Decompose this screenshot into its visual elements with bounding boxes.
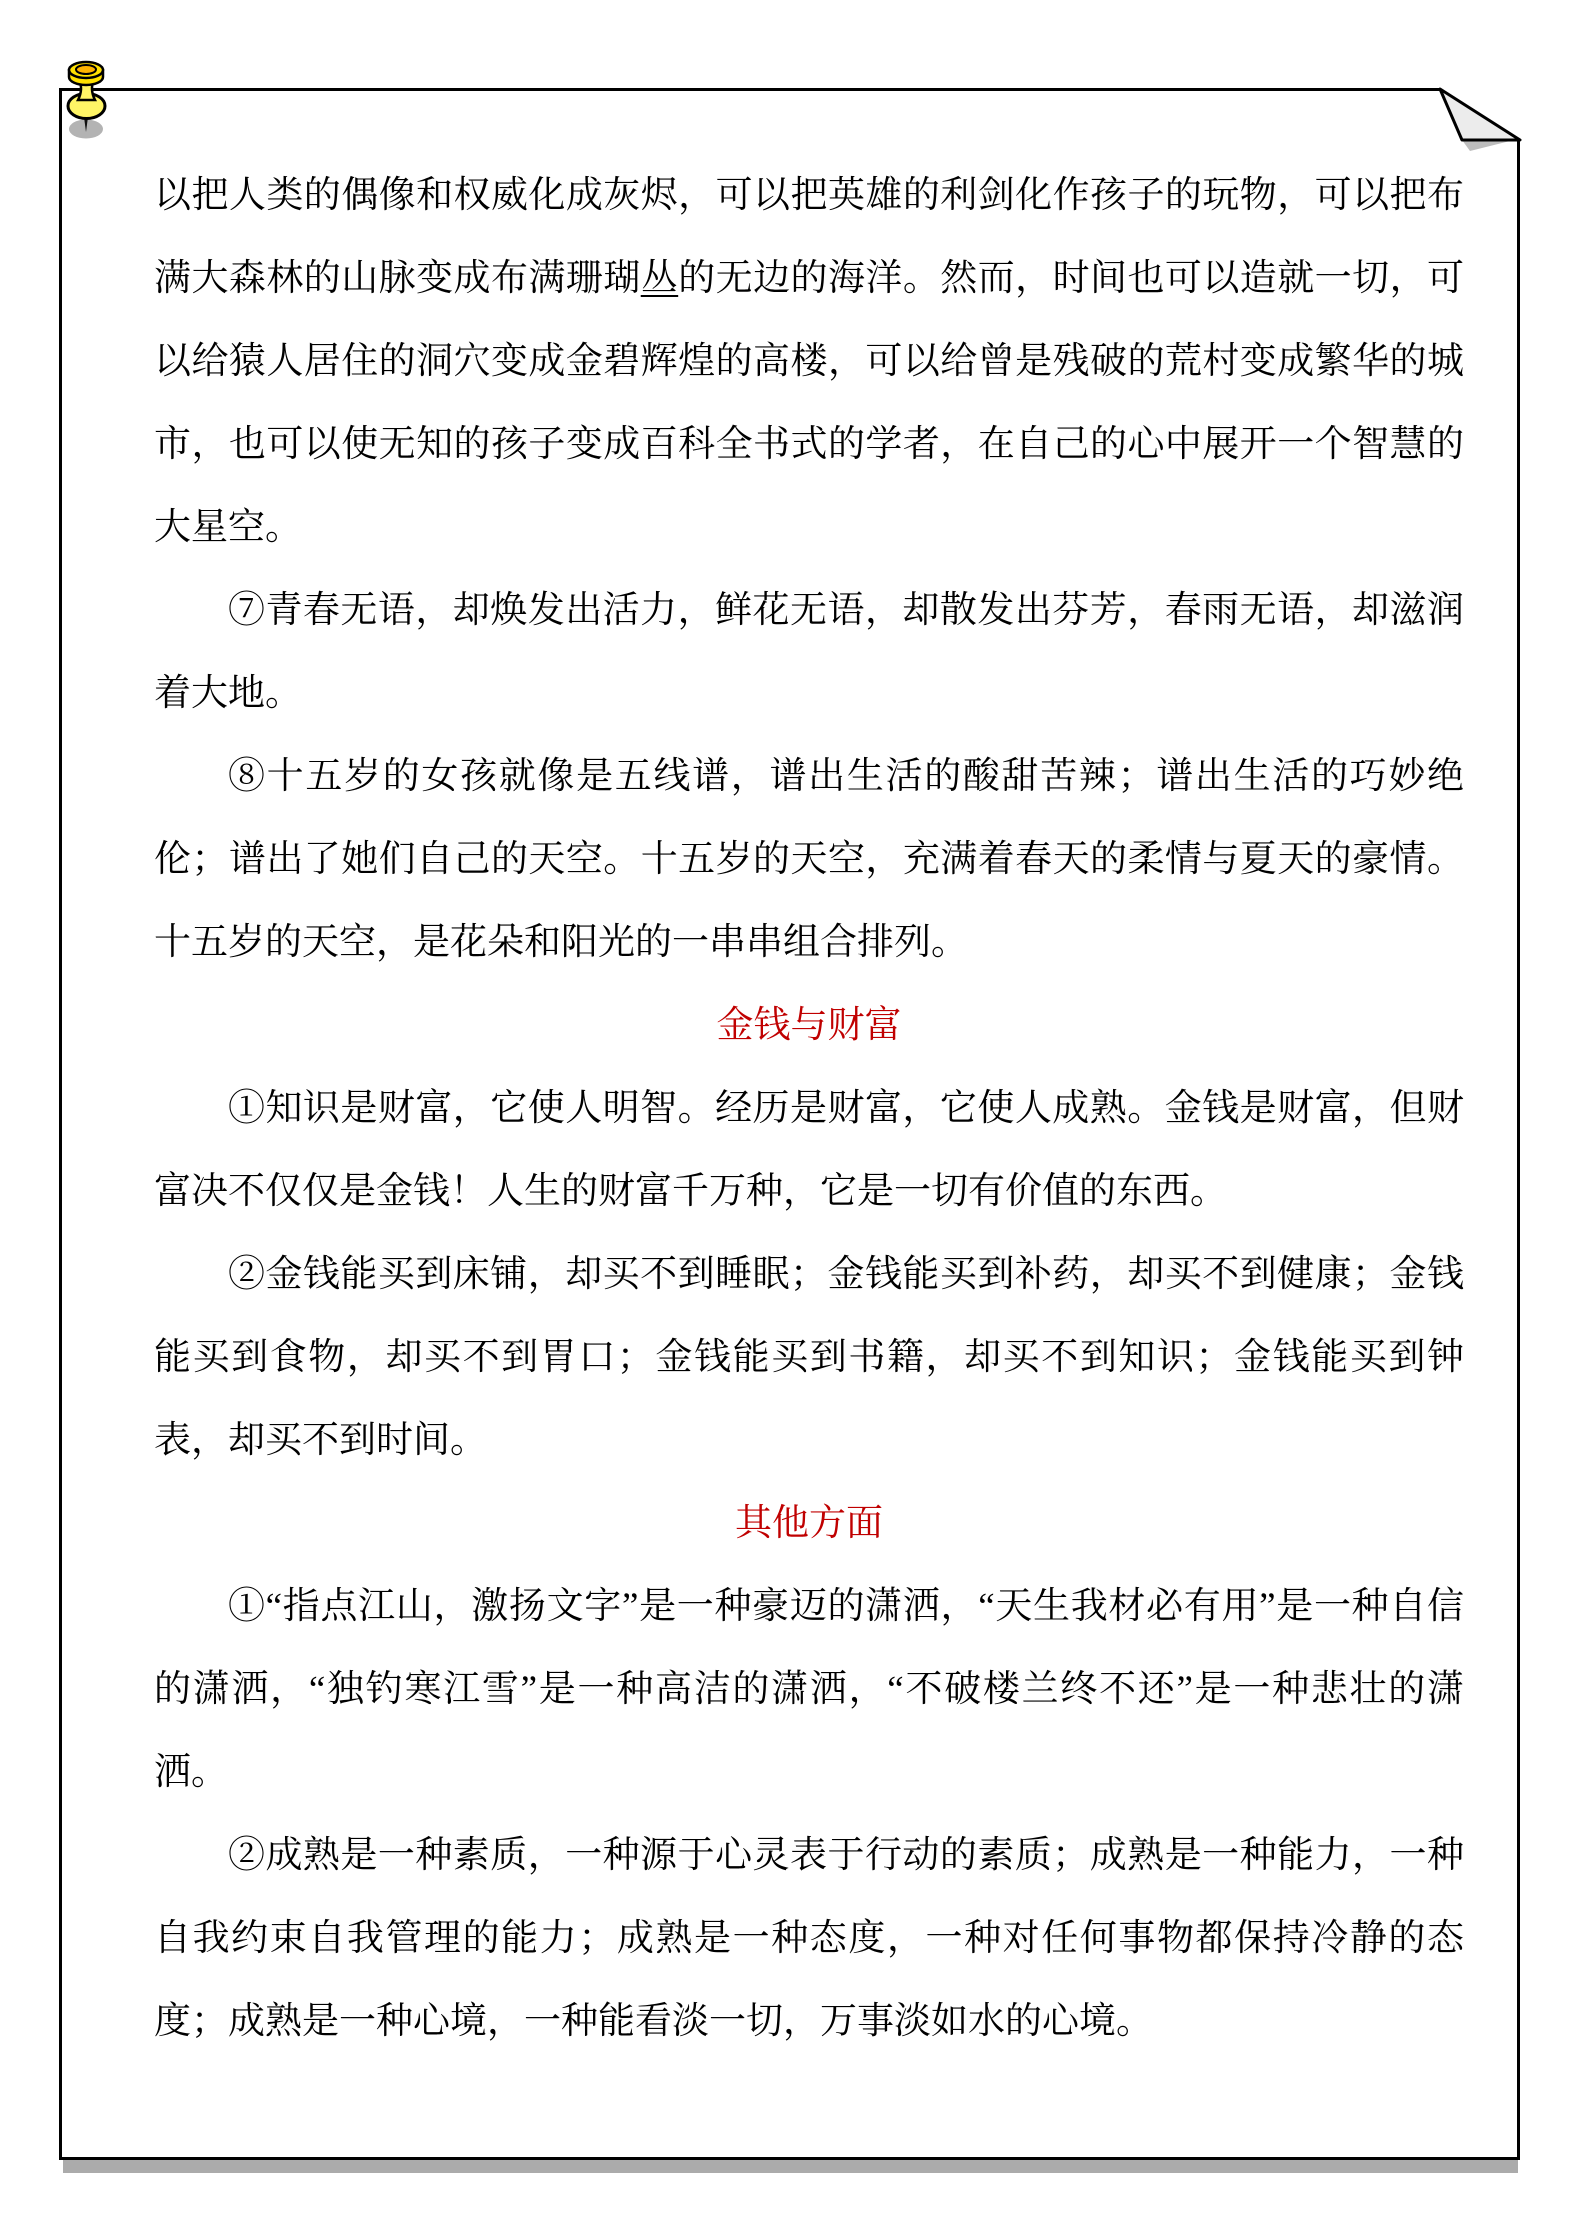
text-run: ⑧十五岁的女孩就像是五线谱，谱出生活的酸甜苦辣；谱出生活的巧妙绝伦；谱出了她们自己的天空。十五岁的天空，充满着春天的柔情与夏天的豪情。十五岁的天空，是花朵和阳光的一串串组合排列。 <box>154 756 1464 963</box>
section-heading: 其他方面 <box>735 1503 883 1544</box>
section-heading: 金钱与财富 <box>716 1005 902 1046</box>
text-run: ①知识是财富，它使人明智。经历是财富，它使人成熟。金钱是财富，但财富决不仅仅是金钱！人生的财富千万种，它是一切有价值的东西。 <box>154 1088 1464 1212</box>
text-run: 的无边的海洋。然而，时间也可以造就一切，可以给猿人居住的洞穴变成金碧辉煌的高楼，可以给曾是残破的荒村变成繁华的城市，也可以使无知的孩子变成百科全书式的学者，在自己的心中展开一个智慧的大星空。 <box>154 258 1465 548</box>
pushpin-icon <box>58 56 116 144</box>
text-run: ②成熟是一种素质，一种源于心灵表于行动的素质；成熟是一种能力，一种自我约束自我管理的能力；成熟是一种态度，一种对任何事物都保持冷静的态度；成熟是一种心境，一种能看淡一切，万事淡如水的心境。 <box>154 1835 1464 2042</box>
paragraph <box>154 154 1464 569</box>
text-run: 以把人类的偶像和权威化成灰烬，可以把英雄的利剑化作孩子的玩物，可以把布满大森林的山脉变成布满珊瑚 <box>154 175 1464 299</box>
document-content <box>154 154 1464 2063</box>
text-run: ①“指点江山，激扬文字”是一种豪迈的潇洒，“天生我材必有用”是一种自信的潇洒，“独钓寒江雪”是一种高洁的潇洒，“不破楼兰终不还”是一种悲壮的潇洒。 <box>154 1586 1464 1793</box>
paragraph <box>154 735 1464 984</box>
paragraph <box>154 1233 1464 1482</box>
text-run: ⑦青春无语，却焕发出活力，鲜花无语，却散发出芬芳，春雨无语，却滋润着大地。 <box>154 590 1464 714</box>
paper-shadow <box>63 2160 1518 2173</box>
text-run: ②金钱能买到床铺，却买不到睡眠；金钱能买到补药，却买不到健康；金钱能买到食物，却买不到胃口；金钱能买到书籍，却买不到知识；金钱能买到钟表，却买不到时间。 <box>154 1254 1464 1461</box>
paragraph <box>154 1814 1464 2063</box>
folded-corner-icon <box>1434 83 1530 155</box>
text-run: 丛 <box>640 258 679 299</box>
paragraph <box>154 1565 1464 1814</box>
pin-cap-center <box>76 65 96 74</box>
fold-shadow <box>1462 140 1514 151</box>
paragraph <box>154 1067 1464 1233</box>
paragraph <box>154 569 1464 735</box>
